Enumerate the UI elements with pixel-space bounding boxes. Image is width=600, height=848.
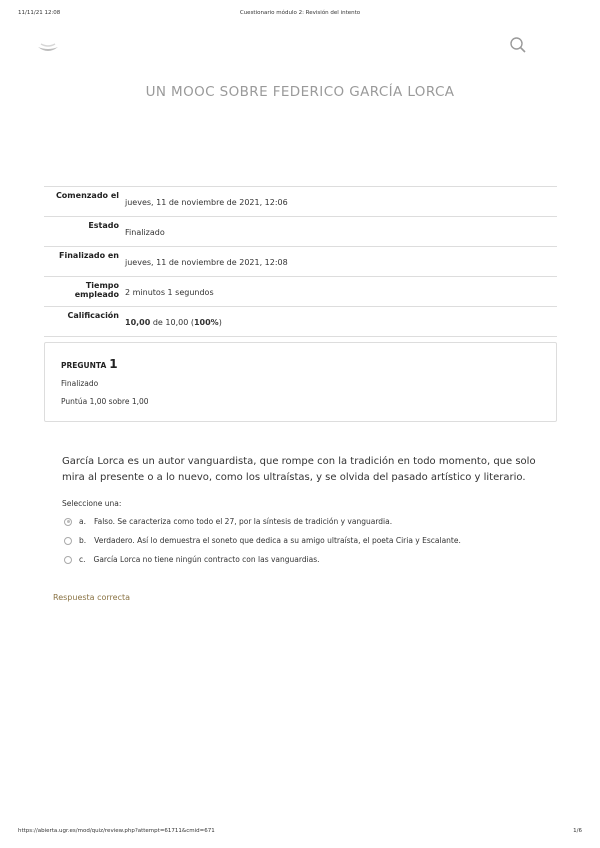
option-text: Verdadero. Así lo demuestra el soneto que dedica a su amigo ultraísta, el poeta Ciria y Escalante.: [94, 536, 461, 545]
summary-label: Estado: [88, 221, 119, 230]
question-state: Finalizado: [61, 379, 99, 388]
summary-row-grade: [44, 307, 557, 337]
answer-option-b[interactable]: [64, 531, 461, 550]
option-text: García Lorca no tiene ningún contracto con las vanguardias.: [93, 555, 320, 564]
radio-button[interactable]: [64, 556, 72, 564]
site-title[interactable]: UN MOOC SOBRE FEDERICO GARCÍA LORCA: [145, 84, 455, 100]
option-letter: a.: [79, 517, 86, 526]
answer-options: [64, 512, 461, 569]
option-text: Falso. Se caracteriza como todo el 27, por la síntesis de tradición y vanguardia.: [93, 517, 393, 526]
radio-button[interactable]: [64, 537, 72, 545]
summary-label: Calificación: [67, 311, 119, 320]
summary-row-state: [44, 217, 557, 247]
attempt-summary-table: [44, 186, 557, 337]
summary-value: jueves, 11 de noviembre de 2021, 12:06: [125, 198, 288, 207]
grade-score: 10,00: [125, 318, 151, 327]
answer-option-c[interactable]: [64, 550, 461, 569]
summary-value: jueves, 11 de noviembre de 2021, 12:08: [125, 258, 288, 267]
print-document-title: Cuestionario módulo 2: Revisión del intento: [239, 10, 361, 16]
answer-option-a[interactable]: [64, 512, 461, 531]
grade-percent: 100%: [193, 318, 219, 327]
grade-end: ): [218, 318, 222, 327]
grade-middle: de 10,00 (: [150, 318, 194, 327]
option-letter: c.: [79, 555, 86, 564]
print-url: https://abierta.ugr.es/mod/quiz/review.php?attempt=61711&cmid=671: [18, 828, 215, 834]
summary-value: Finalizado: [125, 228, 165, 237]
summary-row-started: [44, 187, 557, 217]
question-number: 1: [109, 357, 118, 371]
grade-value: [119, 307, 222, 336]
summary-row-finished: [44, 247, 557, 277]
print-header: [18, 10, 582, 20]
question-heading-label: PREGUNTA: [61, 361, 107, 370]
summary-label: Comenzado el: [55, 191, 119, 200]
print-page-number: 1/6: [573, 828, 582, 834]
summary-label: Tiempo empleado: [74, 281, 119, 299]
print-datetime: 11/11/21 12:08: [18, 10, 61, 16]
question-points: Puntúa 1,00 sobre 1,00: [61, 397, 149, 406]
feedback-text: Respuesta correcta: [53, 593, 131, 602]
search-icon[interactable]: [509, 36, 527, 54]
curved-logo-icon[interactable]: [36, 38, 60, 56]
question-text: García Lorca es un autor vanguardista, que rompe con la tradición en todo momento, que solo mira al presente o a lo nuevo, como los ultraístas, y se olvida del pasado artístico y literario.: [62, 456, 536, 483]
radio-button-selected[interactable]: [64, 518, 72, 526]
option-letter: b.: [79, 536, 87, 545]
answer-prompt: Seleccione una:: [62, 499, 122, 508]
question-info-box: [44, 342, 557, 422]
summary-value: 2 minutos 1 segundos: [125, 288, 214, 297]
summary-row-time-taken: [44, 277, 557, 307]
summary-label: Finalizado en: [59, 251, 119, 260]
question-heading: [61, 357, 118, 371]
